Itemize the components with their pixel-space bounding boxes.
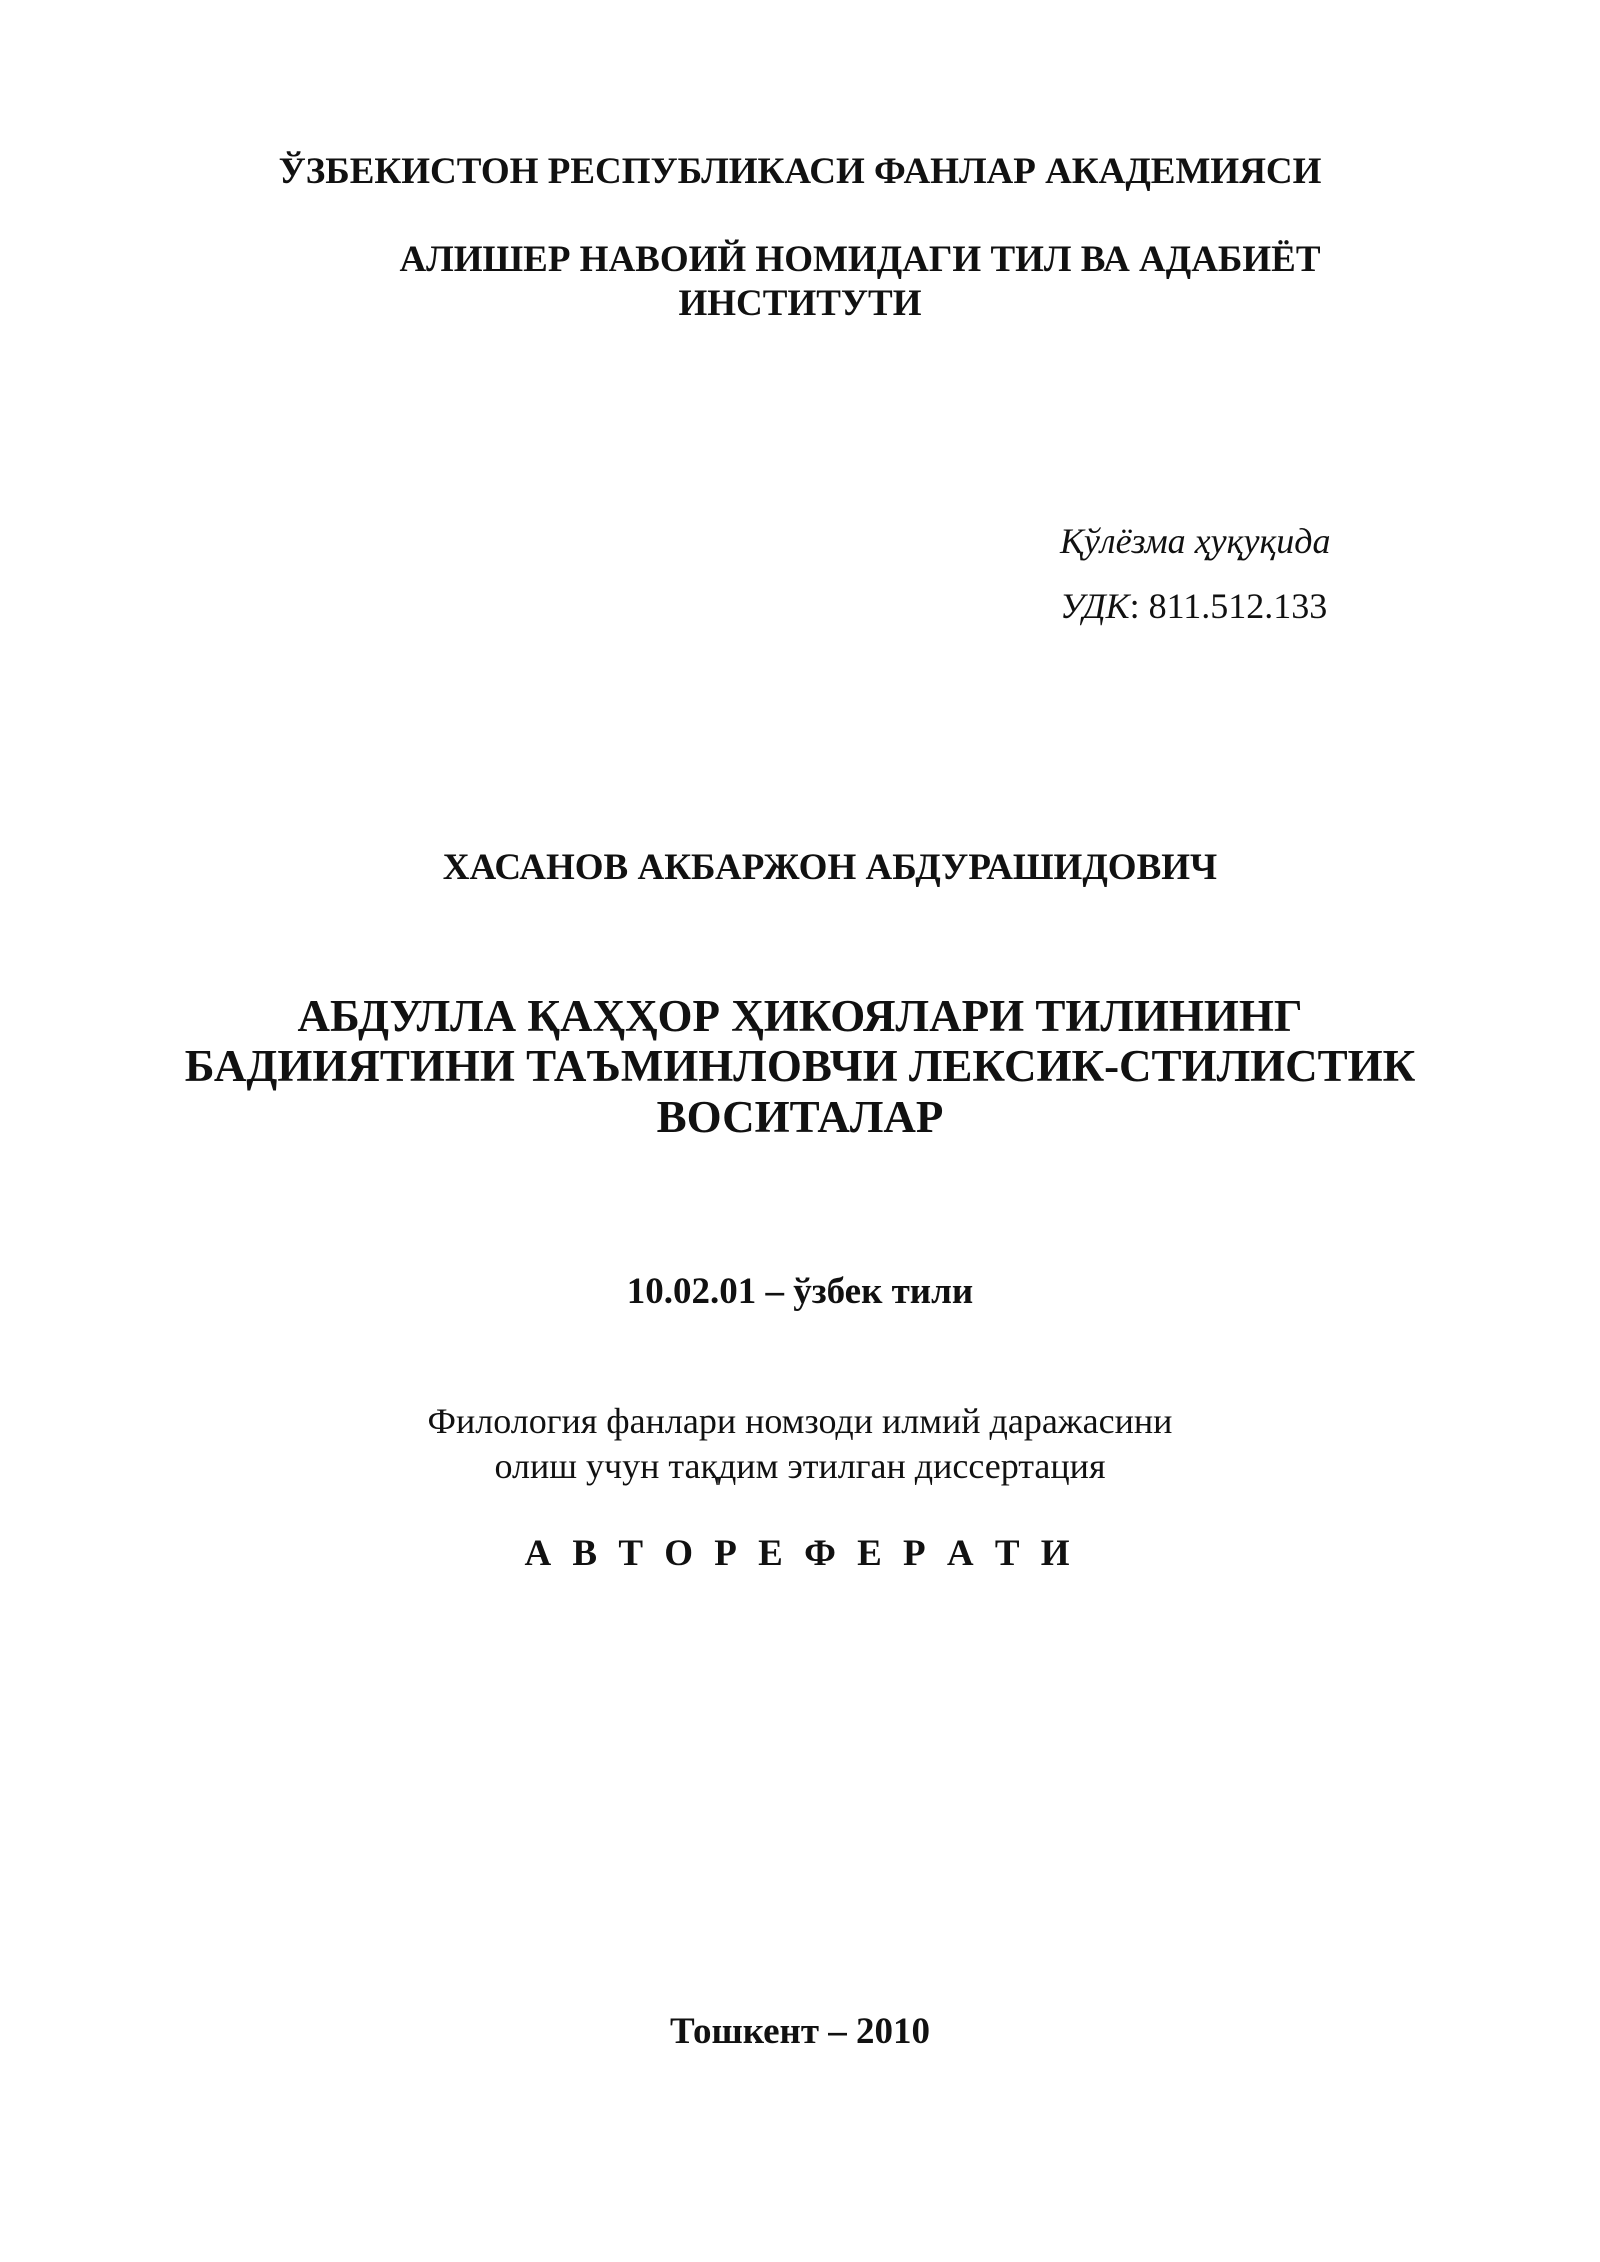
dissertation-title-line3: ВОСИТАЛАР — [656, 1092, 944, 1142]
manuscript-rights-note: Қўлёзма ҳуқуқида — [1060, 521, 1331, 561]
document-type: А В Т О Р Е Ф Е Р А Т И — [524, 1533, 1076, 1574]
dissertation-title-line2: БАДИИЯТИНИ ТАЪМИНЛОВЧИ ЛЕКСИК-СТИЛИСТИК — [184, 1041, 1416, 1091]
degree-purpose-line2: олиш учун тақдим этилган диссертация — [494, 1446, 1106, 1486]
dissertation-title-line1: АБДУЛЛА ҚАҲҲОР ҲИКОЯЛАРИ ТИЛИНИНГ — [297, 991, 1303, 1041]
institute-heading-line2: ИНСТИТУТИ — [678, 283, 922, 324]
city-year: Тошкент – 2010 — [669, 2011, 931, 2052]
udk-label: УДК — [1060, 586, 1130, 626]
udk-value: : 811.512.133 — [1129, 586, 1328, 626]
academy-heading: ЎЗБЕКИСТОН РЕСПУБЛИКАСИ ФАНЛАР АКАДЕМИЯСИ — [278, 151, 1322, 192]
author-name: ХАСАНОВ АКБАРЖОН АБДУРАШИДОВИЧ — [442, 847, 1218, 888]
degree-purpose-line1: Филология фанлари номзоди илмий даражасини — [427, 1401, 1173, 1441]
institute-heading-line1: АЛИШЕР НАВОИЙ НОМИДАГИ ТИЛ ВА АДАБИЁТ — [399, 239, 1321, 280]
specialty-code: 10.02.01 – ўзбек тили — [626, 1271, 974, 1312]
udk-code — [1060, 585, 1327, 627]
